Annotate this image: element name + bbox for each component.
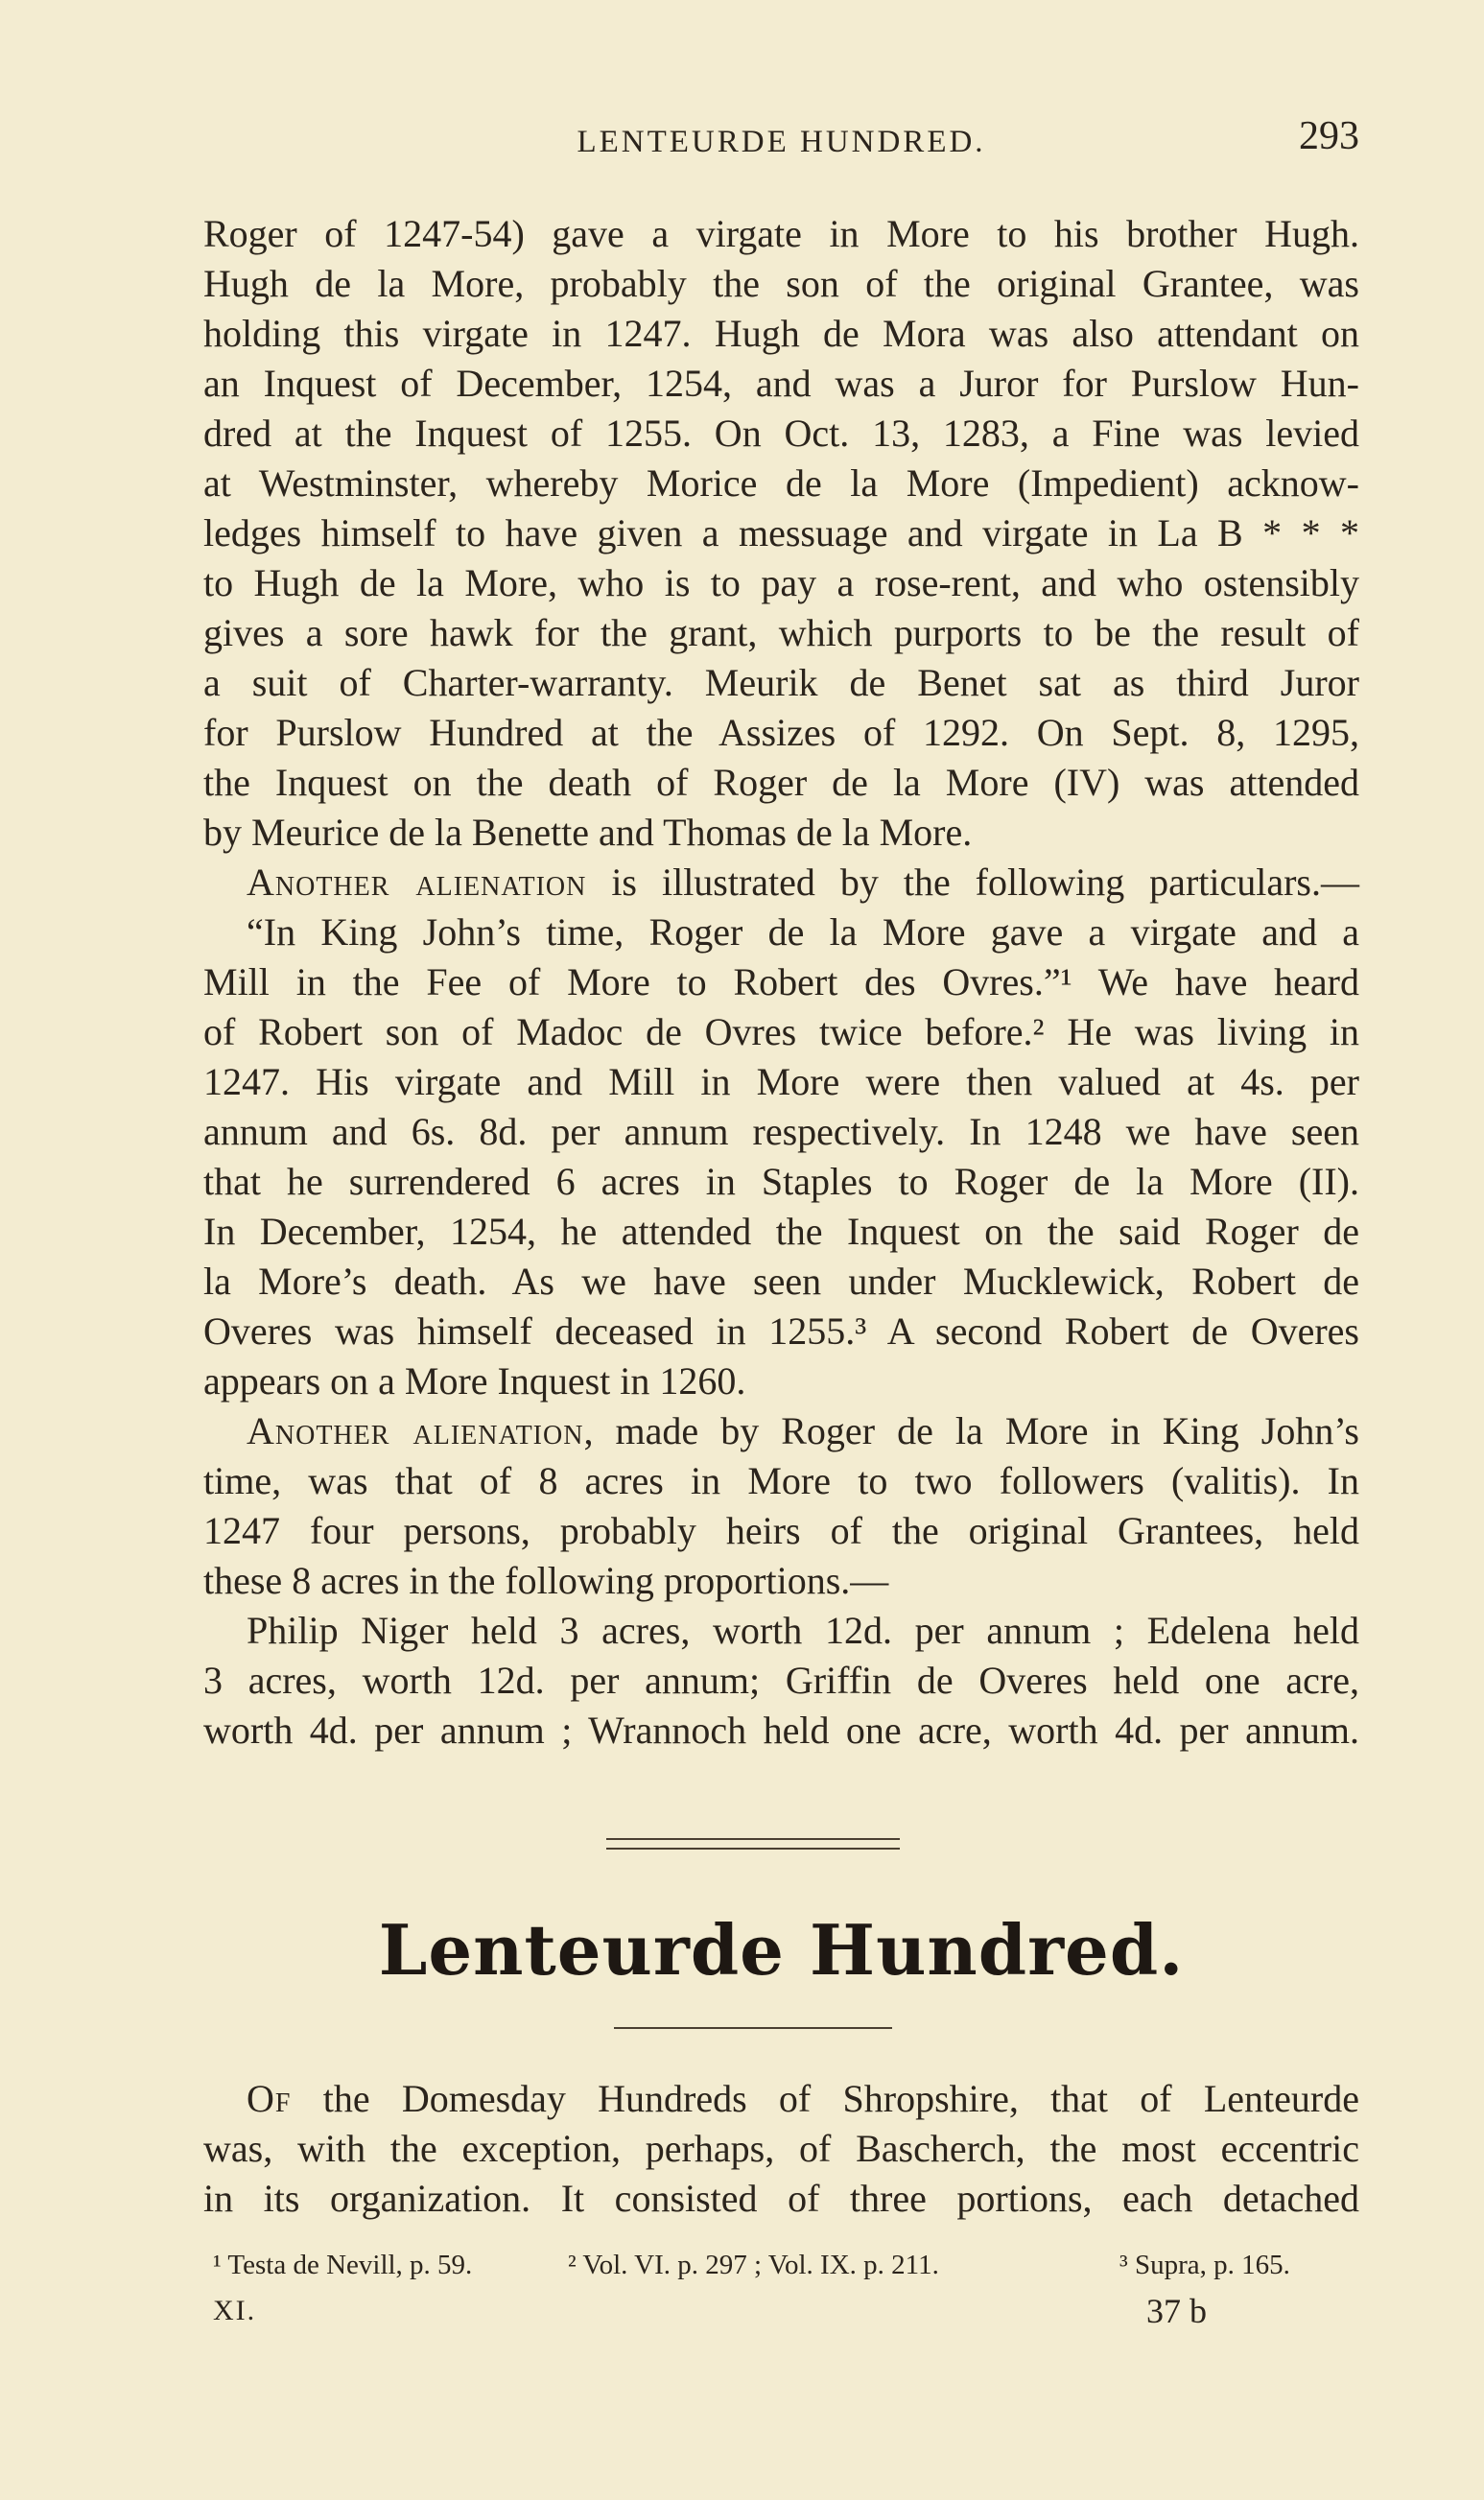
volume-signature: XI. bbox=[213, 2295, 257, 2326]
footnote: ¹ Testa de Nevill, p. 59. bbox=[213, 2250, 473, 2280]
text-line: an Inquest of December, 1254, and was a Juror for Purslow Hun- bbox=[203, 362, 1359, 405]
text-line: time, was that of 8 acres in More to two followers (valitis). In bbox=[203, 1459, 1359, 1502]
text-line: for Purslow Hundred at the Assizes of 1292. On Sept. 8, 1295, bbox=[203, 711, 1359, 754]
footnotes bbox=[203, 2250, 1359, 2288]
footnote: ² Vol. VI. p. 297 ; Vol. IX. p. 211. bbox=[568, 2250, 939, 2280]
section-text bbox=[203, 2074, 1359, 2224]
text-line: in its organization. It consisted of three portions, each detached bbox=[203, 2177, 1359, 2220]
small-caps-lead: Another alienation bbox=[247, 861, 587, 904]
text-line: Overes was himself deceased in 1255.³ A second Robert de Overes bbox=[203, 1309, 1359, 1353]
body-text bbox=[203, 209, 1359, 1756]
text-line: at Westminster, whereby Morice de la More (Impedient) acknow- bbox=[203, 461, 1359, 505]
text-line bbox=[203, 2074, 1359, 2124]
text-line: that he surrendered 6 acres in Staples to Roger de la More (II). bbox=[203, 1160, 1359, 1203]
small-caps-lead: Of bbox=[247, 2077, 292, 2120]
page-number: 293 bbox=[1299, 114, 1359, 158]
sheet-signature: 37 b bbox=[1146, 2292, 1207, 2330]
text-line: gives a sore hawk for the grant, which purports to be the result of bbox=[203, 611, 1359, 654]
text-line: was, with the exception, perhaps, of Bascherch, the most eccentric bbox=[203, 2127, 1359, 2170]
text-line: annum and 6s. 8d. per annum respectively. In 1248 we have seen bbox=[203, 1110, 1359, 1153]
text-line-rest: the Domesday Hundreds of Shropshire, that of Lenteurde bbox=[291, 2077, 1359, 2120]
section-heading: Lenteurde Hundred. bbox=[378, 1909, 1185, 1991]
text-line: Roger of 1247-54) gave a virgate in More to his brother Hugh. bbox=[203, 212, 1359, 255]
running-title: LENTEURDE HUNDRED. bbox=[577, 125, 986, 159]
text-line: dred at the Inquest of 1255. On Oct. 13, 1283, a Fine was levied bbox=[203, 412, 1359, 455]
text-line-rest: is illustrated by the following particulars.— bbox=[586, 861, 1359, 904]
text-line: 3 acres, worth 12d. per annum; Griffin de Overes held one acre, bbox=[203, 1659, 1359, 1702]
text-line: ledges himself to have given a messuage and virgate in La B * * * bbox=[203, 511, 1359, 554]
text-line: 1247. His virgate and Mill in More were then valued at 4s. per bbox=[203, 1060, 1359, 1103]
running-head bbox=[203, 113, 1359, 171]
text-line-rest: , made by Roger de la More in King John’s bbox=[583, 1409, 1359, 1452]
text-line: Philip Niger held 3 acres, worth 12d. per annum ; Edelena held bbox=[247, 1609, 1359, 1652]
text-line: In December, 1254, he attended the Inquest on the said Roger de bbox=[203, 1210, 1359, 1253]
text-line: these 8 acres in the following proportions.— bbox=[203, 1559, 889, 1602]
text-line: by Meurice de la Benette and Thomas de la More. bbox=[203, 811, 973, 854]
text-line: la More’s death. As we have seen under Mucklewick, Robert de bbox=[203, 1260, 1359, 1303]
text-line: Mill in the Fee of More to Robert des Ovres.”¹ We have heard bbox=[203, 960, 1359, 1003]
text-line: “In King John’s time, Roger de la More gave a virgate and a bbox=[247, 910, 1359, 954]
footnote: ³ Supra, p. 165. bbox=[1119, 2250, 1290, 2280]
text-line: appears on a More Inquest in 1260. bbox=[203, 1359, 746, 1403]
text-line: 1247 four persons, probably heirs of the original Grantees, held bbox=[203, 1509, 1359, 1552]
double-rule-divider bbox=[606, 1838, 900, 1850]
text-line: Hugh de la More, probably the son of the original Grantee, was bbox=[203, 262, 1359, 305]
small-caps-lead: Another alienation bbox=[247, 1409, 584, 1452]
text-line: worth 4d. per annum ; Wrannoch held one acre, worth 4d. per annum. bbox=[203, 1709, 1359, 1752]
text-line: holding this virgate in 1247. Hugh de Mora was also attendant on bbox=[203, 312, 1359, 355]
text-line bbox=[203, 858, 1359, 908]
text-line: to Hugh de la More, who is to pay a rose-rent, and who ostensibly bbox=[203, 561, 1359, 604]
text-line: the Inquest on the death of Roger de la More (IV) was attended bbox=[203, 761, 1359, 804]
text-line bbox=[203, 1406, 1359, 1456]
text-line: of Robert son of Madoc de Ovres twice before.² He was living in bbox=[203, 1010, 1359, 1053]
rule-divider bbox=[614, 2027, 892, 2029]
text-line: a suit of Charter-warranty. Meurik de Benet sat as third Juror bbox=[203, 661, 1359, 704]
